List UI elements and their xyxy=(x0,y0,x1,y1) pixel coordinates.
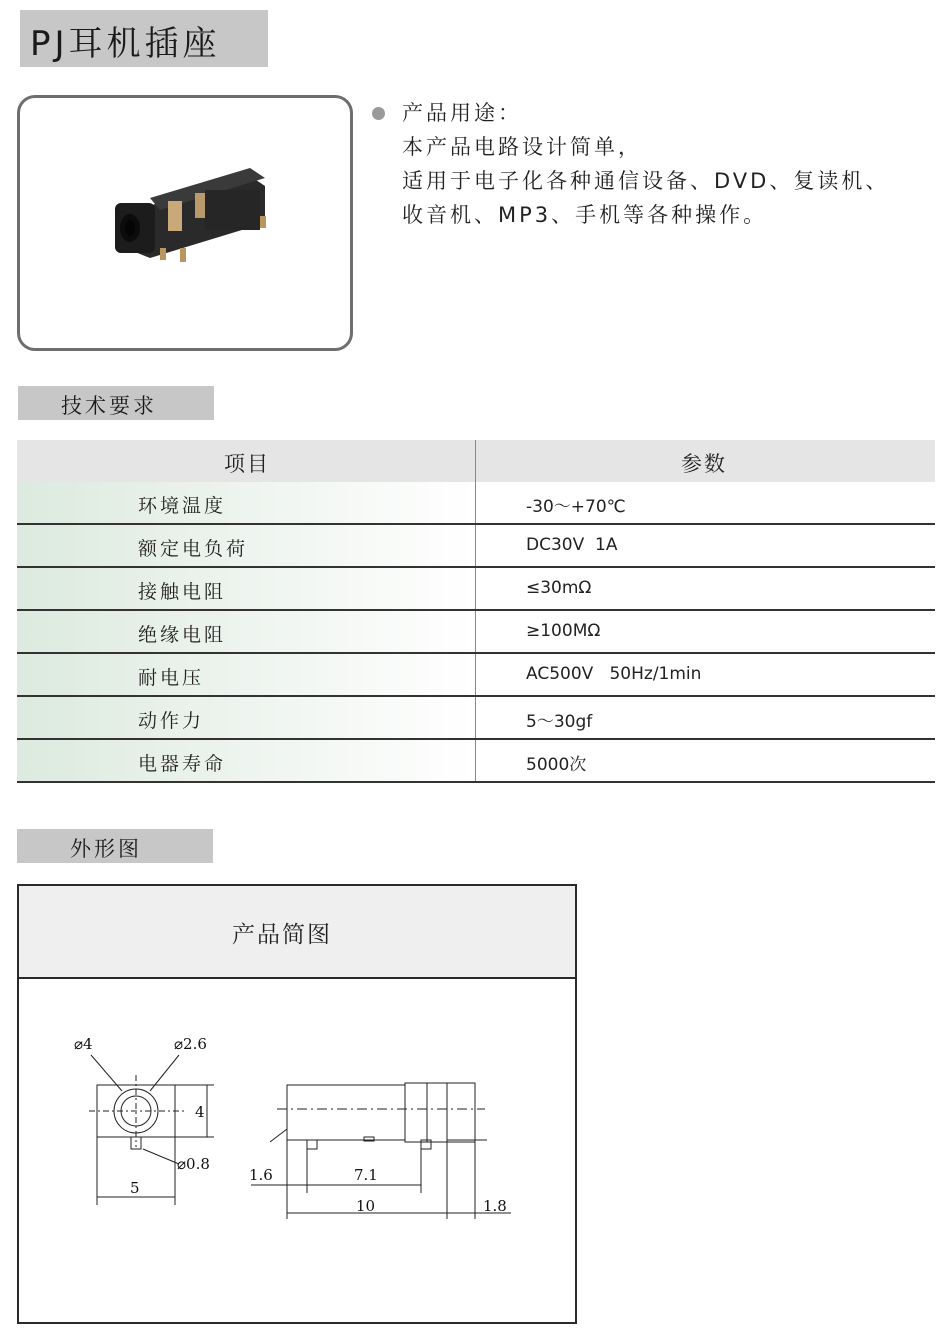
header-param: 参数 xyxy=(681,452,727,476)
row-param: ≤30mΩ xyxy=(526,578,592,598)
row-param: AC500V 50Hz/1min xyxy=(526,664,702,684)
table-row xyxy=(17,611,935,654)
dim-pin-diameter: ⌀0.8 xyxy=(177,1155,210,1173)
dim-width: 5 xyxy=(130,1179,140,1197)
table-row xyxy=(17,482,935,525)
table-row xyxy=(17,568,935,611)
row-item: 环境温度 xyxy=(138,495,227,517)
product-photo-frame xyxy=(17,95,353,351)
spec-table xyxy=(17,440,935,783)
row-param: DC30V 1A xyxy=(526,535,618,555)
row-param: 5000次 xyxy=(526,755,587,775)
technical-drawing xyxy=(19,979,575,1322)
row-item: 绝缘电阻 xyxy=(138,624,227,646)
tech-section-header xyxy=(18,386,214,420)
dim-left-offset: 1.6 xyxy=(249,1166,273,1184)
row-param: 5～30gf xyxy=(526,712,593,732)
outline-section-header xyxy=(17,829,213,863)
spec-table-header xyxy=(17,440,935,482)
row-item: 接触电阻 xyxy=(138,581,227,603)
header-item: 项目 xyxy=(224,452,270,476)
row-item: 耐电压 xyxy=(138,667,205,689)
row-item: 电器寿命 xyxy=(138,753,227,775)
row-item: 额定电负荷 xyxy=(138,538,249,560)
row-param: ≥100MΩ xyxy=(526,621,601,641)
usage-line: 适用于电子化各种通信设备、DVD、复读机、 xyxy=(402,169,890,193)
dim-inner-diameter: ⌀2.6 xyxy=(174,1035,207,1053)
dim-right-ext: 1.8 xyxy=(483,1197,507,1215)
row-item: 动作力 xyxy=(138,710,205,732)
row-param: -30～+70℃ xyxy=(526,497,626,517)
tech-section-label: 技术要求 xyxy=(61,394,157,418)
drawing-box xyxy=(17,884,577,1324)
table-row xyxy=(17,740,935,783)
usage-heading: 产品用途： xyxy=(402,101,522,125)
table-row xyxy=(17,654,935,697)
table-row xyxy=(17,697,935,740)
dim-length: 10 xyxy=(356,1197,376,1215)
page-title: PJ耳机插座 xyxy=(30,24,221,64)
outline-section-label: 外形图 xyxy=(70,837,142,861)
usage-line: 本产品电路设计简单， xyxy=(402,135,642,159)
dim-height: 4 xyxy=(195,1103,205,1121)
page-title-box xyxy=(20,10,268,67)
product-photo xyxy=(20,98,350,348)
table-row xyxy=(17,525,935,568)
dim-outer-diameter: ⌀4 xyxy=(74,1035,93,1053)
dim-pin-span: 7.1 xyxy=(354,1166,378,1184)
drawing-header xyxy=(19,886,575,979)
drawing-title: 产品简图 xyxy=(232,922,332,948)
usage-line: 收音机、MP3、手机等各种操作。 xyxy=(402,203,768,227)
bullet-icon xyxy=(372,107,385,120)
